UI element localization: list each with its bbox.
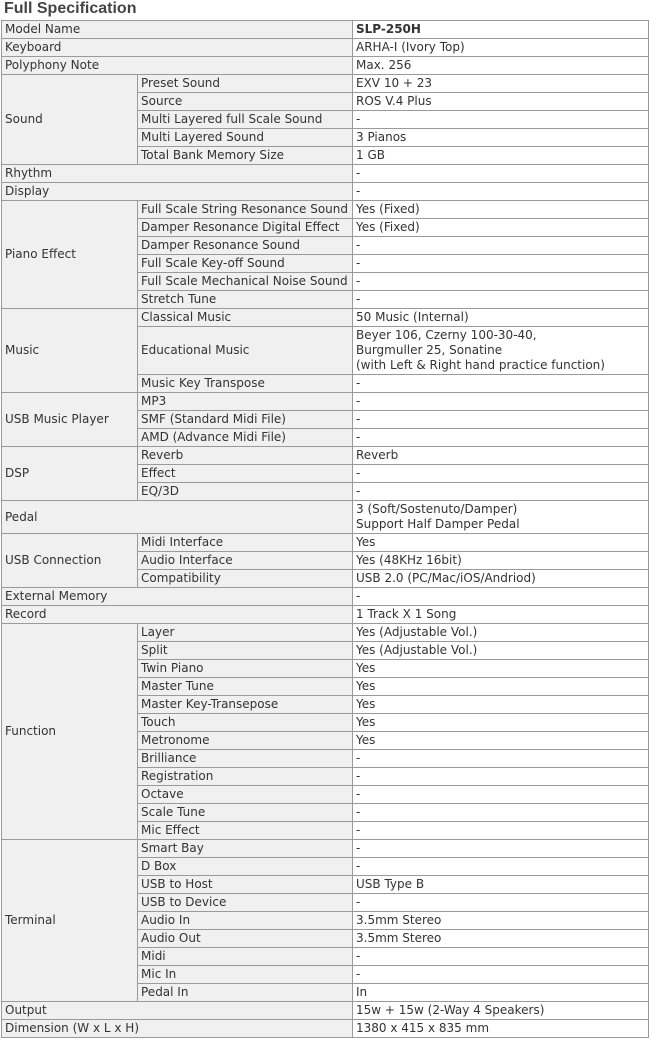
spec-subcategory: USB to Device bbox=[138, 894, 353, 912]
spec-category: USB Music Player bbox=[2, 393, 138, 447]
spec-subcategory: Registration bbox=[138, 768, 353, 786]
spec-row bbox=[2, 21, 649, 39]
spec-value: 1380 x 415 x 835 mm bbox=[353, 1020, 649, 1038]
spec-value bbox=[353, 327, 649, 375]
spec-category: Rhythm bbox=[2, 165, 353, 183]
spec-subcategory: Full Scale String Resonance Sound bbox=[138, 201, 353, 219]
spec-subcategory: Audio Interface bbox=[138, 552, 353, 570]
spec-row bbox=[2, 534, 649, 552]
spec-row bbox=[2, 201, 649, 219]
spec-value: 3 Pianos bbox=[353, 129, 649, 147]
spec-value: SLP-250H bbox=[353, 21, 649, 39]
spec-row bbox=[2, 309, 649, 327]
spec-subcategory: Midi bbox=[138, 948, 353, 966]
spec-row bbox=[2, 393, 649, 411]
spec-value: Yes (Fixed) bbox=[353, 201, 649, 219]
spec-row bbox=[2, 447, 649, 465]
spec-value: - bbox=[353, 273, 649, 291]
spec-subcategory: Full Scale Key-off Sound bbox=[138, 255, 353, 273]
spec-value: EXV 10 + 23 bbox=[353, 75, 649, 93]
spec-subcategory: Pedal In bbox=[138, 984, 353, 1002]
spec-value-line: Burgmuller 25, Sonatine bbox=[356, 343, 503, 357]
spec-row bbox=[2, 183, 649, 201]
spec-value: - bbox=[353, 183, 649, 201]
spec-subcategory: Total Bank Memory Size bbox=[138, 147, 353, 165]
spec-subcategory: Stretch Tune bbox=[138, 291, 353, 309]
spec-subcategory: Audio In bbox=[138, 912, 353, 930]
spec-category: USB Connection bbox=[2, 534, 138, 588]
spec-value-line: Support Half Damper Pedal bbox=[356, 517, 520, 531]
spec-value: Yes bbox=[353, 696, 649, 714]
spec-subcategory: Mic In bbox=[138, 966, 353, 984]
spec-category: Keyboard bbox=[2, 39, 353, 57]
spec-category: Music bbox=[2, 309, 138, 393]
spec-subcategory: Split bbox=[138, 642, 353, 660]
spec-subcategory: Octave bbox=[138, 786, 353, 804]
spec-value-line: Beyer 106, Czerny 100-30-40, bbox=[356, 328, 537, 342]
spec-subcategory: Compatibility bbox=[138, 570, 353, 588]
spec-value: - bbox=[353, 255, 649, 273]
spec-value: - bbox=[353, 393, 649, 411]
spec-value: - bbox=[353, 237, 649, 255]
spec-subcategory: Damper Resonance Sound bbox=[138, 237, 353, 255]
spec-value: 3.5mm Stereo bbox=[353, 912, 649, 930]
spec-row bbox=[2, 165, 649, 183]
spec-value-line: 3 (Soft/Sostenuto/Damper) bbox=[356, 502, 518, 516]
spec-row bbox=[2, 1002, 649, 1020]
spec-row bbox=[2, 840, 649, 858]
spec-value: - bbox=[353, 822, 649, 840]
spec-value: 50 Music (Internal) bbox=[353, 309, 649, 327]
spec-value: Yes bbox=[353, 732, 649, 750]
spec-category: Output bbox=[2, 1002, 353, 1020]
spec-value: - bbox=[353, 429, 649, 447]
spec-value: USB Type B bbox=[353, 876, 649, 894]
spec-row bbox=[2, 57, 649, 75]
spec-value: - bbox=[353, 840, 649, 858]
spec-subcategory: Audio Out bbox=[138, 930, 353, 948]
spec-subcategory: SMF (Standard Midi File) bbox=[138, 411, 353, 429]
spec-value: 1 Track X 1 Song bbox=[353, 606, 649, 624]
spec-value: Yes bbox=[353, 660, 649, 678]
spec-row bbox=[2, 39, 649, 57]
spec-subcategory: USB to Host bbox=[138, 876, 353, 894]
spec-category: Dimension (W x L x H) bbox=[2, 1020, 353, 1038]
spec-row bbox=[2, 606, 649, 624]
spec-subcategory: Master Tune bbox=[138, 678, 353, 696]
spec-table bbox=[1, 20, 649, 1038]
spec-value: In bbox=[353, 984, 649, 1002]
spec-value: - bbox=[353, 291, 649, 309]
spec-value: Yes (Fixed) bbox=[353, 219, 649, 237]
spec-value: USB 2.0 (PC/Mac/iOS/Andriod) bbox=[353, 570, 649, 588]
spec-value: - bbox=[353, 165, 649, 183]
spec-subcategory: Twin Piano bbox=[138, 660, 353, 678]
spec-category: Pedal bbox=[2, 501, 353, 534]
spec-value: Yes (Adjustable Vol.) bbox=[353, 642, 649, 660]
spec-subcategory: Multi Layered full Scale Sound bbox=[138, 111, 353, 129]
spec-value: - bbox=[353, 894, 649, 912]
spec-category: Function bbox=[2, 624, 138, 840]
spec-value: - bbox=[353, 483, 649, 501]
spec-category: Terminal bbox=[2, 840, 138, 1002]
spec-value: - bbox=[353, 750, 649, 768]
spec-subcategory: Effect bbox=[138, 465, 353, 483]
spec-subcategory: Full Scale Mechanical Noise Sound bbox=[138, 273, 353, 291]
spec-subcategory: Master Key-Transepose bbox=[138, 696, 353, 714]
spec-value: Max. 256 bbox=[353, 57, 649, 75]
spec-subcategory: Damper Resonance Digital Effect bbox=[138, 219, 353, 237]
spec-category: Model Name bbox=[2, 21, 353, 39]
spec-value: Yes bbox=[353, 678, 649, 696]
spec-value: - bbox=[353, 966, 649, 984]
spec-value: ROS V.4 Plus bbox=[353, 93, 649, 111]
spec-subcategory: Classical Music bbox=[138, 309, 353, 327]
spec-value: - bbox=[353, 804, 649, 822]
spec-category: Record bbox=[2, 606, 353, 624]
spec-value: - bbox=[353, 465, 649, 483]
spec-value: 1 GB bbox=[353, 147, 649, 165]
spec-row bbox=[2, 501, 649, 534]
spec-value-line: (with Left & Right hand practice function) bbox=[356, 358, 605, 372]
spec-row bbox=[2, 1020, 649, 1038]
spec-subcategory: Smart Bay bbox=[138, 840, 353, 858]
spec-subcategory: AMD (Advance Midi File) bbox=[138, 429, 353, 447]
spec-subcategory: Source bbox=[138, 93, 353, 111]
spec-subcategory: MP3 bbox=[138, 393, 353, 411]
spec-value: Yes (48KHz 16bit) bbox=[353, 552, 649, 570]
spec-category: External Memory bbox=[2, 588, 353, 606]
spec-subcategory: Multi Layered Sound bbox=[138, 129, 353, 147]
spec-subcategory: Metronome bbox=[138, 732, 353, 750]
spec-value: Yes bbox=[353, 714, 649, 732]
spec-category: Sound bbox=[2, 75, 138, 165]
spec-value: - bbox=[353, 786, 649, 804]
spec-row bbox=[2, 75, 649, 93]
spec-value: Yes bbox=[353, 534, 649, 552]
spec-subcategory: Music Key Transpose bbox=[138, 375, 353, 393]
spec-value: - bbox=[353, 948, 649, 966]
spec-subcategory: D Box bbox=[138, 858, 353, 876]
spec-subcategory: EQ/3D bbox=[138, 483, 353, 501]
spec-row bbox=[2, 588, 649, 606]
spec-value: 15w + 15w (2-Way 4 Speakers) bbox=[353, 1002, 649, 1020]
spec-value: - bbox=[353, 768, 649, 786]
spec-category: Display bbox=[2, 183, 353, 201]
spec-value: - bbox=[353, 411, 649, 429]
page-title: Full Specification bbox=[4, 0, 137, 17]
spec-value bbox=[353, 501, 649, 534]
spec-value: Reverb bbox=[353, 447, 649, 465]
spec-subcategory: Educational Music bbox=[138, 327, 353, 375]
spec-value: - bbox=[353, 111, 649, 129]
spec-subcategory: Scale Tune bbox=[138, 804, 353, 822]
spec-category: DSP bbox=[2, 447, 138, 501]
spec-row bbox=[2, 624, 649, 642]
spec-category: Polyphony Note bbox=[2, 57, 353, 75]
spec-value: - bbox=[353, 858, 649, 876]
spec-subcategory: Midi Interface bbox=[138, 534, 353, 552]
spec-category: Piano Effect bbox=[2, 201, 138, 309]
spec-subcategory: Mic Effect bbox=[138, 822, 353, 840]
spec-value: 3.5mm Stereo bbox=[353, 930, 649, 948]
spec-subcategory: Reverb bbox=[138, 447, 353, 465]
spec-value: - bbox=[353, 588, 649, 606]
spec-value: Yes (Adjustable Vol.) bbox=[353, 624, 649, 642]
spec-value: - bbox=[353, 375, 649, 393]
spec-value: ARHA-I (Ivory Top) bbox=[353, 39, 649, 57]
spec-subcategory: Brilliance bbox=[138, 750, 353, 768]
spec-subcategory: Layer bbox=[138, 624, 353, 642]
spec-subcategory: Preset Sound bbox=[138, 75, 353, 93]
spec-subcategory: Touch bbox=[138, 714, 353, 732]
